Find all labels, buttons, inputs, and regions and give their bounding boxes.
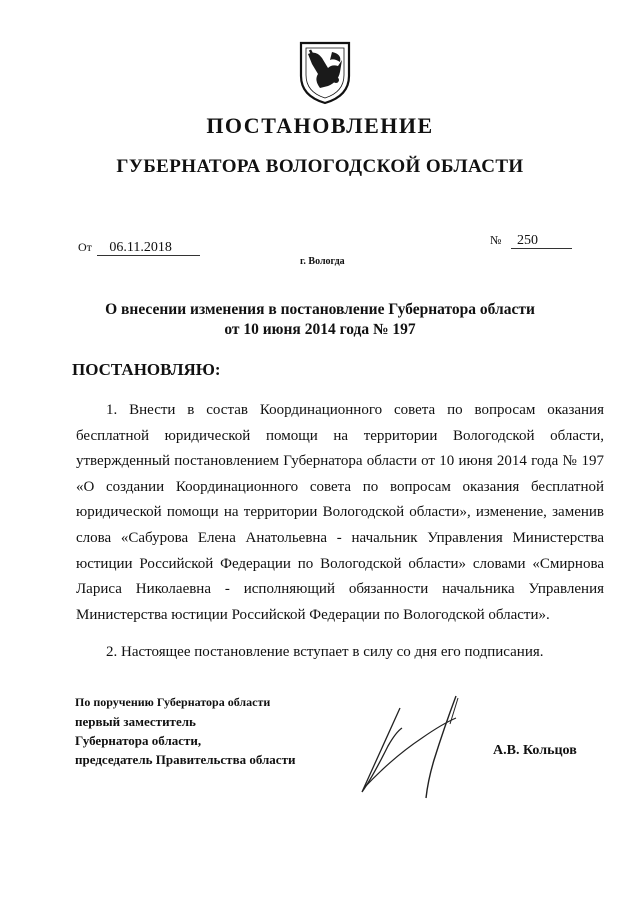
decree-word: ПОСТАНОВЛЯЮ: <box>72 360 221 379</box>
number-field <box>490 233 572 249</box>
number-prefix: № <box>490 233 502 247</box>
signature-block <box>75 693 295 769</box>
document-date: 06.11.2018 <box>97 240 199 256</box>
document-issuer: ГУБЕРНАТОРА ВОЛОГОДСКОЙ ОБЛАСТИ <box>116 156 524 177</box>
signature-line-2: первый заместитель <box>75 714 196 729</box>
city: г. Вологда <box>300 256 345 267</box>
signer-name: А.В. Кольцов <box>493 743 577 758</box>
date-field <box>78 240 200 256</box>
document-title: ПОСТАНОВЛЕНИЕ <box>206 113 434 138</box>
subject-line-1: О внесении изменения в постановление Губернатора области <box>105 301 535 318</box>
signature-line-1: По поручению Губернатора области <box>75 695 271 709</box>
coat-of-arms-emblem <box>298 40 352 106</box>
paragraph-2: 2. Настоящее постановление вступает в силу со дня его подписания. <box>106 644 544 660</box>
signature-line-4: председатель Правительства области <box>75 752 296 767</box>
handwritten-signature <box>352 688 492 808</box>
signature-line-3: Губернатора области, <box>75 733 202 748</box>
subject-line-2: от 10 июня 2014 года № 197 <box>224 321 416 338</box>
document-subject <box>60 300 580 340</box>
date-prefix: От <box>78 240 92 254</box>
document-number: 250 <box>511 233 572 249</box>
paragraph-1: 1. Внести в состав Координационного совета по вопросам оказания бесплатной юридической помощи на территории Вологодской области, утвержденный постановлением Губернатора области от 10 июня 2014 года № 197 «О создании Координационного совета по вопросам оказания бесплатной юридической помощи на территории Вологодской области», изменение, заменив слова «Сабурова Елена Анатольевна - начальник Управления Министерства юстиции Российской Федерации по Вологодской области» словами «Смирнова Лариса Николаевна - исполняющий обязанности начальника Управления Министерства юстиции Российской Федерации по Вологодской области». <box>76 402 604 623</box>
